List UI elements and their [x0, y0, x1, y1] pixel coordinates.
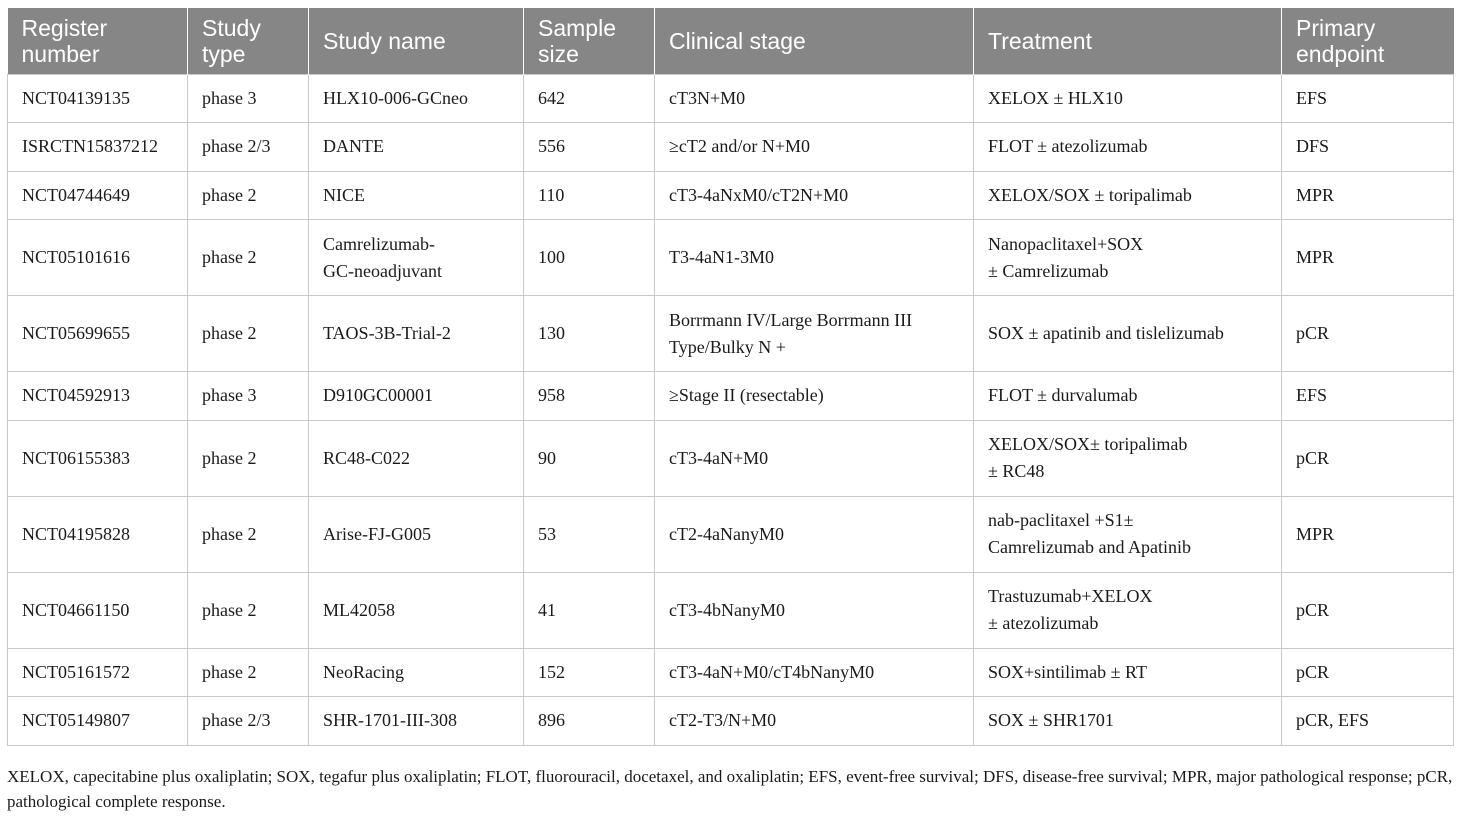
- cell-register-number: ISRCTN15837212: [8, 123, 188, 172]
- header-clinical-stage: Clinical stage: [655, 8, 974, 74]
- cell-study-type: phase 2: [188, 296, 309, 372]
- cell-sample-size: 53: [524, 496, 655, 572]
- cell-sample-size: 556: [524, 123, 655, 172]
- cell-primary-endpoint: MPR: [1282, 496, 1454, 572]
- cell-sample-size: 100: [524, 220, 655, 296]
- cell-study-type: phase 2: [188, 220, 309, 296]
- cell-study-type: phase 2/3: [188, 697, 309, 746]
- trials-table-container: [7, 8, 1453, 746]
- header-primary-endpoint: Primary endpoint: [1282, 8, 1454, 74]
- cell-study-type: phase 2: [188, 496, 309, 572]
- table-header: [8, 8, 1454, 74]
- header-sample-size: Sample size: [524, 8, 655, 74]
- table-row: [8, 648, 1454, 697]
- cell-treatment: Trastuzumab+XELOX ± atezolizumab: [974, 572, 1282, 648]
- cell-study-name: ML42058: [309, 572, 524, 648]
- cell-primary-endpoint: pCR, EFS: [1282, 697, 1454, 746]
- cell-study-type: phase 3: [188, 372, 309, 421]
- table-row: [8, 372, 1454, 421]
- cell-sample-size: 896: [524, 697, 655, 746]
- cell-study-name: NeoRacing: [309, 648, 524, 697]
- cell-register-number: NCT04744649: [8, 171, 188, 220]
- cell-register-number: NCT04661150: [8, 572, 188, 648]
- cell-treatment: FLOT ± durvalumab: [974, 372, 1282, 421]
- cell-study-name: SHR-1701-III-308: [309, 697, 524, 746]
- cell-register-number: NCT04592913: [8, 372, 188, 421]
- header-treatment: Treatment: [974, 8, 1282, 74]
- cell-study-type: phase 2: [188, 420, 309, 496]
- cell-treatment: nab-paclitaxel +S1± Camrelizumab and Apatinib: [974, 496, 1282, 572]
- cell-study-type: phase 2: [188, 648, 309, 697]
- table-row: [8, 496, 1454, 572]
- cell-study-name: D910GC00001: [309, 372, 524, 421]
- cell-treatment: SOX ± apatinib and tislelizumab: [974, 296, 1282, 372]
- cell-primary-endpoint: pCR: [1282, 572, 1454, 648]
- cell-register-number: NCT04195828: [8, 496, 188, 572]
- cell-register-number: NCT04139135: [8, 74, 188, 123]
- header-register-number: Register number: [8, 8, 188, 74]
- cell-clinical-stage: cT3-4aN+M0: [655, 420, 974, 496]
- table-row: [8, 572, 1454, 648]
- header-study-type: Study type: [188, 8, 309, 74]
- cell-clinical-stage: cT3N+M0: [655, 74, 974, 123]
- trials-table: [7, 8, 1454, 746]
- cell-study-name: RC48-C022: [309, 420, 524, 496]
- cell-study-name: TAOS-3B-Trial-2: [309, 296, 524, 372]
- cell-treatment: XELOX/SOX ± toripalimab: [974, 171, 1282, 220]
- cell-clinical-stage: cT3-4aN+M0/cT4bNanyM0: [655, 648, 974, 697]
- cell-primary-endpoint: MPR: [1282, 171, 1454, 220]
- cell-primary-endpoint: MPR: [1282, 220, 1454, 296]
- cell-clinical-stage: cT2-4aNanyM0: [655, 496, 974, 572]
- cell-primary-endpoint: DFS: [1282, 123, 1454, 172]
- cell-study-type: phase 2/3: [188, 123, 309, 172]
- cell-clinical-stage: cT2-T3/N+M0: [655, 697, 974, 746]
- cell-treatment: SOX ± SHR1701: [974, 697, 1282, 746]
- cell-register-number: NCT05149807: [8, 697, 188, 746]
- cell-study-type: phase 3: [188, 74, 309, 123]
- header-study-name: Study name: [309, 8, 524, 74]
- cell-study-name: DANTE: [309, 123, 524, 172]
- cell-treatment: XELOX/SOX± toripalimab ± RC48: [974, 420, 1282, 496]
- table-row: [8, 420, 1454, 496]
- cell-sample-size: 110: [524, 171, 655, 220]
- cell-sample-size: 90: [524, 420, 655, 496]
- table-row: [8, 296, 1454, 372]
- cell-primary-endpoint: pCR: [1282, 296, 1454, 372]
- cell-treatment: XELOX ± HLX10: [974, 74, 1282, 123]
- cell-register-number: NCT06155383: [8, 420, 188, 496]
- cell-study-name: Camrelizumab- GC-neoadjuvant: [309, 220, 524, 296]
- cell-clinical-stage: cT3-4aNxM0/cT2N+M0: [655, 171, 974, 220]
- cell-treatment: FLOT ± atezolizumab: [974, 123, 1282, 172]
- cell-register-number: NCT05699655: [8, 296, 188, 372]
- cell-study-type: phase 2: [188, 572, 309, 648]
- cell-treatment: Nanopaclitaxel+SOX ± Camrelizumab: [974, 220, 1282, 296]
- cell-sample-size: 958: [524, 372, 655, 421]
- table-row: [8, 697, 1454, 746]
- cell-sample-size: 130: [524, 296, 655, 372]
- cell-register-number: NCT05101616: [8, 220, 188, 296]
- cell-clinical-stage: ≥cT2 and/or N+M0: [655, 123, 974, 172]
- cell-primary-endpoint: pCR: [1282, 648, 1454, 697]
- cell-primary-endpoint: pCR: [1282, 420, 1454, 496]
- cell-register-number: NCT05161572: [8, 648, 188, 697]
- cell-study-type: phase 2: [188, 171, 309, 220]
- table-row: [8, 171, 1454, 220]
- cell-clinical-stage: Borrmann IV/Large Borrmann III Type/Bulky N +: [655, 296, 974, 372]
- table-row: [8, 220, 1454, 296]
- cell-sample-size: 152: [524, 648, 655, 697]
- cell-primary-endpoint: EFS: [1282, 372, 1454, 421]
- table-body: [8, 74, 1454, 745]
- cell-sample-size: 642: [524, 74, 655, 123]
- cell-primary-endpoint: EFS: [1282, 74, 1454, 123]
- cell-clinical-stage: ≥Stage II (resectable): [655, 372, 974, 421]
- cell-study-name: HLX10-006-GCneo: [309, 74, 524, 123]
- cell-study-name: Arise-FJ-G005: [309, 496, 524, 572]
- cell-clinical-stage: T3-4aN1-3M0: [655, 220, 974, 296]
- header-row: [8, 8, 1454, 74]
- table-row: [8, 74, 1454, 123]
- table-footnote: XELOX, capecitabine plus oxaliplatin; SOX, tegafur plus oxaliplatin; FLOT, fluorouracil, docetaxel, and oxaliplatin; EFS, event-free survival; DFS, disease-free survival; MPR, major pathological response; pCR, pathological complete response.: [7, 767, 1453, 811]
- cell-treatment: SOX+sintilimab ± RT: [974, 648, 1282, 697]
- cell-study-name: NICE: [309, 171, 524, 220]
- cell-clinical-stage: cT3-4bNanyM0: [655, 572, 974, 648]
- cell-sample-size: 41: [524, 572, 655, 648]
- table-row: [8, 123, 1454, 172]
